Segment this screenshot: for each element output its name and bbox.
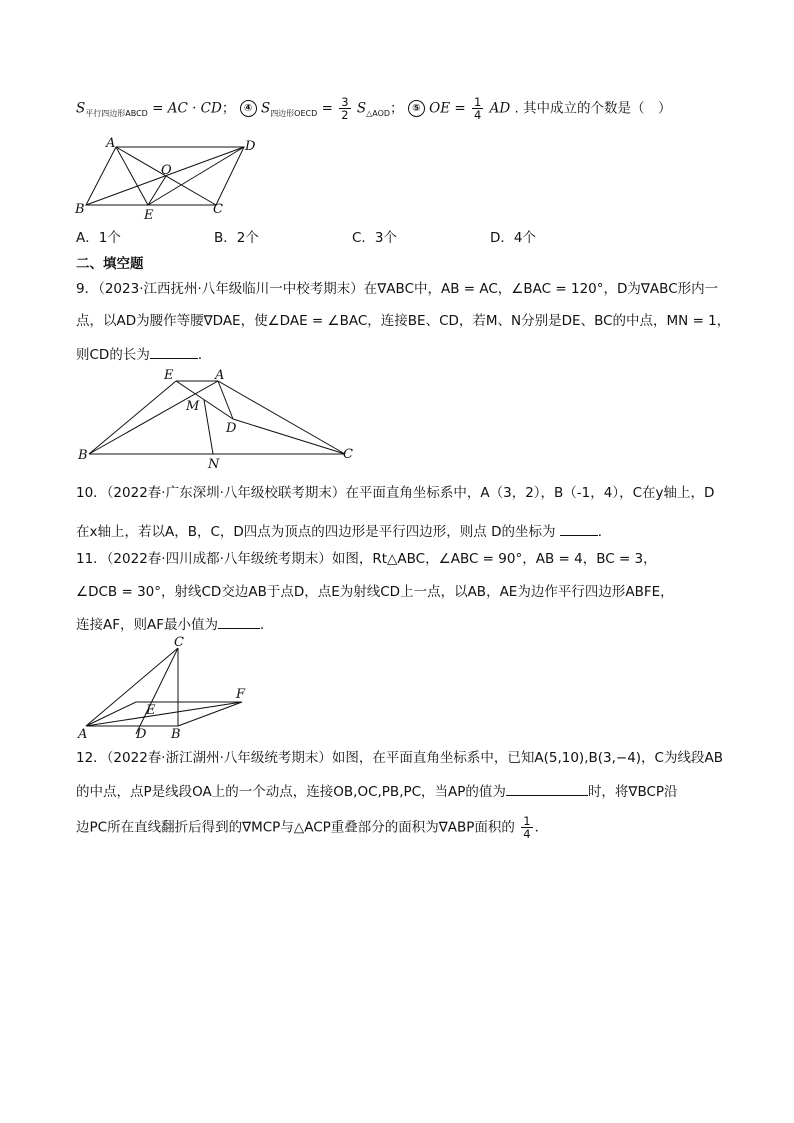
label-m: M bbox=[186, 399, 200, 414]
s4-symbol: S bbox=[260, 100, 271, 117]
q11-line3-text: 连接AF，则AF最小值为 bbox=[76, 617, 219, 633]
segment-bf bbox=[178, 702, 242, 726]
q10-line2-end: ． bbox=[597, 524, 612, 540]
q12-line1: 12．（2022春·浙江湖州·八年级统考期末）如图，在平面直角坐标系中，已知A(5,10),B(3,−4)，C为线段AB bbox=[76, 750, 723, 766]
s4-rhs-subscript: △AOD bbox=[366, 109, 391, 119]
segment-ad bbox=[218, 381, 233, 419]
oe-lhs: OE = bbox=[429, 100, 466, 117]
label-e: E bbox=[146, 703, 156, 718]
q12-line3-text: 边PC所在直线翻折后得到的∇MCP与△ACP重叠部分的面积为∇ABP面积的 bbox=[76, 819, 515, 836]
q10-line1: 10．（2022春·广东深圳·八年级校联考期末）在平面直角坐标系中，A（3，2），B（-1，4），C在y轴上，D bbox=[76, 485, 715, 501]
label-f: F bbox=[236, 687, 246, 702]
label-a: A bbox=[215, 368, 225, 383]
q9-figure bbox=[76, 364, 360, 472]
label-c: C bbox=[174, 635, 184, 650]
s4-subscript: 四边形OECD bbox=[270, 109, 318, 119]
segment-eo bbox=[148, 176, 166, 205]
label-e: E bbox=[164, 368, 174, 383]
s1-equation: = AC · CD bbox=[152, 100, 222, 117]
q12-line2-end: 时，将∇BCP沿 bbox=[587, 784, 678, 800]
segment-be bbox=[89, 381, 176, 454]
q12-line2 bbox=[76, 781, 678, 801]
s-symbol: S bbox=[76, 100, 86, 117]
q12-line2-text: 的中点，点P是线段OA上的一个动点，连接OB,OC,PB,PC，当AP的值为 bbox=[76, 784, 506, 800]
label-n: N bbox=[208, 457, 220, 472]
ray-cd bbox=[136, 648, 178, 734]
label-b: B bbox=[171, 727, 181, 742]
segment-ba bbox=[89, 381, 218, 454]
q9-line3-end: ． bbox=[197, 347, 212, 363]
separator: ； bbox=[221, 100, 236, 117]
fraction-1-4-q12: $\frac{1}{4}$ bbox=[523, 814, 531, 841]
label-b: B bbox=[78, 448, 88, 463]
q12-line3 bbox=[76, 815, 548, 840]
separator-2: ； bbox=[390, 100, 404, 117]
segment-ae bbox=[116, 147, 148, 205]
segment-dc bbox=[233, 419, 345, 454]
s4-rhs: S bbox=[356, 100, 367, 117]
s4-equals: = bbox=[321, 100, 333, 117]
q9-line2: 点，以AD为腰作等腰∇DAE，使∠DAE = ∠BAC，连接BE、CD，若M、N分别是DE、BC的中点，MN = 1， bbox=[76, 313, 731, 329]
q11-answer-blank[interactable] bbox=[218, 614, 260, 629]
q9-line3-text: 则CD的长为 bbox=[76, 347, 150, 363]
q11-line3 bbox=[76, 614, 274, 634]
segment-ac bbox=[218, 381, 345, 454]
q10-answer-blank[interactable] bbox=[560, 521, 598, 536]
label-c: C bbox=[213, 202, 223, 217]
item-5-marker: ⑤ bbox=[408, 100, 425, 117]
q9-line3 bbox=[76, 344, 211, 364]
label-o: O bbox=[161, 163, 172, 178]
q8-option-b: B．2个 bbox=[214, 230, 259, 246]
q12-answer-blank[interactable] bbox=[506, 781, 588, 796]
label-c: C bbox=[343, 447, 353, 462]
label-e: E bbox=[144, 208, 154, 223]
fraction-3-2: $\frac{3}{2}$ bbox=[341, 95, 349, 122]
q8-statement-line bbox=[76, 96, 672, 123]
label-a: A bbox=[106, 136, 116, 151]
label-d: D bbox=[136, 727, 147, 742]
label-d: D bbox=[245, 139, 256, 154]
label-a: A bbox=[78, 727, 88, 742]
q12-line3-end: ． bbox=[534, 819, 549, 836]
q11-line1: 11．（2022春·四川成都·八年级统考期末）如图，Rt△ABC，∠ABC = 90°，AB = 4，BC = 3， bbox=[76, 551, 657, 567]
q9-line1: 9．（2023·江西抚州·八年级临川一中校考期末）在∇ABC中，AB = AC，∠BAC = 120°，D为∇ABC形内一 bbox=[76, 281, 719, 297]
q8-tail: . 其中成立的个数是（ ） bbox=[514, 100, 672, 117]
label-b: B bbox=[75, 202, 85, 217]
q10-line2-text: 在x轴上，若以A，B，C，D四点为顶点的四边形是平行四边形，则点 D的坐标为 bbox=[76, 524, 560, 540]
q8-option-c: C．3个 bbox=[352, 230, 398, 246]
q8-option-d: D．4个 bbox=[490, 230, 536, 246]
q8-option-a: A．1个 bbox=[76, 230, 121, 246]
q11-line2: ∠DCB = 30°，射线CD交边AB于点D，点E为射线CD上一点，以AB，AE为边作平行四边形ABFE， bbox=[76, 584, 674, 600]
fraction-1-4: $\frac{1}{4}$ bbox=[473, 95, 482, 122]
label-d: D bbox=[226, 421, 237, 436]
section-heading: 二、填空题 bbox=[76, 256, 144, 272]
q11-figure bbox=[76, 634, 256, 742]
segment-mn bbox=[204, 400, 213, 454]
q9-answer-blank[interactable] bbox=[150, 344, 198, 359]
s1-subscript: 平行四边形ABCD bbox=[85, 109, 148, 119]
q8-figure bbox=[72, 136, 272, 226]
item-4-marker: ④ bbox=[240, 100, 257, 117]
q10-line2 bbox=[76, 521, 611, 541]
q11-line3-end: ． bbox=[260, 617, 274, 633]
oe-rhs: AD bbox=[489, 100, 511, 117]
